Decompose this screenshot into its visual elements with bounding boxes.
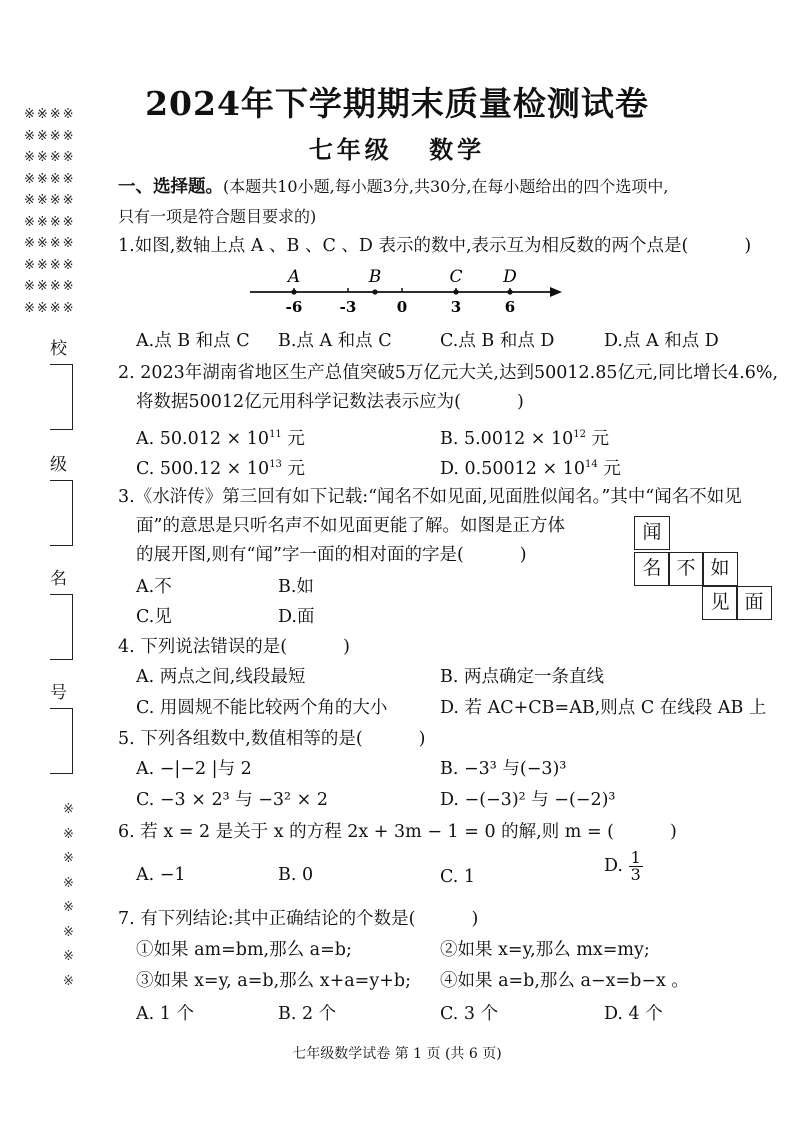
tick-label: 3 bbox=[450, 298, 462, 316]
q2-option-c[interactable] bbox=[136, 454, 305, 480]
star-row: ※※※※ bbox=[24, 150, 76, 165]
close-paren: ) bbox=[670, 822, 677, 842]
subject-label: 数学 bbox=[429, 135, 486, 164]
star-row: ※※※※ bbox=[24, 279, 76, 294]
star: ※ bbox=[63, 802, 74, 817]
tick-label: -3 bbox=[339, 298, 357, 316]
net-cell: 如 bbox=[702, 552, 738, 586]
school-field[interactable] bbox=[50, 364, 73, 430]
star-row: ※※※※ bbox=[24, 257, 76, 273]
name-field[interactable] bbox=[50, 594, 73, 660]
point-C bbox=[453, 289, 458, 294]
grade-label: 七年级 bbox=[308, 135, 393, 164]
point-label: A bbox=[287, 267, 301, 287]
close-paren: ) bbox=[471, 909, 479, 929]
question-3-stem-3 bbox=[136, 544, 527, 566]
q7-option-c[interactable]: C. 3 个 bbox=[440, 1004, 499, 1024]
q5-text: 5. 下列各组数中,数值相等的是( bbox=[118, 729, 363, 749]
star: ※ bbox=[63, 924, 74, 940]
number-line-arrow bbox=[550, 287, 562, 297]
star: ※ bbox=[63, 900, 74, 915]
q7-statement-4: ④如果 a=b,那么 a−x=b−x 。 bbox=[440, 971, 689, 991]
q7-statement-3: ③如果 x=y, a=b,那么 x+a=y+b; bbox=[136, 971, 411, 991]
section-note: (本题共10小题,每小题3分,共30分,在每小题给出的四个选项中, bbox=[223, 177, 669, 196]
close-paren: ) bbox=[519, 545, 527, 565]
exam-subtitle bbox=[0, 130, 794, 165]
q3-option-a[interactable]: A.不 bbox=[136, 577, 172, 597]
close-paren: ) bbox=[517, 392, 524, 412]
unit: 元 bbox=[287, 428, 305, 449]
section-header bbox=[118, 176, 669, 198]
page-footer: 七年级数学试卷 第 1 页 (共 6 页) bbox=[292, 1046, 502, 1062]
q1-option-a[interactable]: A.点 B 和点 C bbox=[136, 331, 250, 351]
option-text: B. 5.0012 × 10 bbox=[440, 428, 574, 449]
star-row: ※※※※ bbox=[24, 214, 76, 230]
star: ※ bbox=[63, 851, 74, 866]
q7-statement-2: ②如果 x=y,那么 mx=my; bbox=[440, 940, 650, 960]
school-label: 校 bbox=[50, 339, 67, 359]
question-2-stem-1: 2. 2023年湖南省地区生产总值突破5万亿元大关,达到50012.85亿元,同比增长4.6%, bbox=[118, 363, 779, 383]
point-label: C bbox=[449, 267, 463, 287]
q7-option-d[interactable]: D. 4 个 bbox=[604, 1004, 663, 1024]
fraction bbox=[629, 850, 643, 883]
q4-option-a[interactable]: A. 两点之间,线段最短 bbox=[136, 667, 306, 687]
question-5-stem bbox=[118, 728, 425, 750]
q5-option-c[interactable]: C. −3 × 2³ 与 −3² × 2 bbox=[136, 790, 328, 810]
unit: 元 bbox=[591, 428, 610, 449]
q2-option-b[interactable] bbox=[440, 424, 609, 450]
net-cell: 闻 bbox=[634, 516, 670, 550]
q1-option-c[interactable]: C.点 B 和点 D bbox=[440, 331, 555, 351]
q2-text: 将数据50012亿元用科学记数法表示应为( bbox=[136, 392, 461, 412]
star: ※ bbox=[63, 949, 74, 964]
q4-option-b[interactable]: B. 两点确定一条直线 bbox=[440, 667, 604, 687]
exponent: 13 bbox=[269, 459, 282, 470]
number-line bbox=[246, 264, 566, 320]
q6-option-b[interactable]: B. 0 bbox=[278, 865, 314, 885]
point-label: D bbox=[503, 267, 517, 287]
q3-text: 的展开图,则有“闻”字一面的相对面的字是( bbox=[136, 545, 464, 565]
question-7-stem bbox=[118, 908, 478, 930]
question-4-stem bbox=[118, 636, 350, 658]
q5-option-a[interactable]: A. −|−2 |与 2 bbox=[136, 759, 252, 779]
question-2-stem-2 bbox=[136, 391, 524, 413]
q6-option-d[interactable] bbox=[604, 850, 643, 883]
numerator: 1 bbox=[630, 848, 641, 867]
star-row: ※※※※ bbox=[24, 236, 76, 251]
star: ※ bbox=[63, 973, 74, 989]
close-paren: ) bbox=[343, 637, 350, 657]
number-field[interactable] bbox=[50, 708, 73, 774]
point-label: B bbox=[368, 267, 382, 287]
star: ※ bbox=[63, 826, 74, 842]
q5-option-d[interactable]: D. −(−3)² 与 −(−2)³ bbox=[440, 790, 616, 810]
q7-option-b[interactable]: B. 2 个 bbox=[278, 1004, 337, 1024]
net-cell: 面 bbox=[736, 586, 772, 620]
q6-option-a[interactable]: A. −1 bbox=[136, 865, 186, 885]
star-row: ※※※※ bbox=[24, 171, 76, 187]
star-row: ※※※※ bbox=[24, 107, 76, 122]
exponent: 11 bbox=[269, 429, 282, 440]
point-A bbox=[291, 289, 296, 294]
q6-option-c[interactable]: C. 1 bbox=[440, 867, 476, 887]
q1-text: 1.如图,数轴上点 A 、B 、C 、D 表示的数中,表示互为相反数的两个点是( bbox=[118, 236, 689, 256]
net-cell: 见 bbox=[702, 586, 738, 620]
tick-label: 0 bbox=[396, 298, 408, 316]
option-text: A. 50.012 × 10 bbox=[136, 428, 270, 449]
q1-option-d[interactable]: D.点 A 和点 D bbox=[604, 331, 719, 351]
q7-statement-1: ①如果 am=bm,那么 a=b; bbox=[136, 940, 352, 960]
star: ※ bbox=[63, 875, 74, 891]
net-cell: 名 bbox=[634, 552, 670, 586]
section-title: 一、选择题。 bbox=[118, 177, 223, 197]
exponent: 12 bbox=[573, 429, 587, 440]
q3-option-d[interactable]: D.面 bbox=[278, 607, 315, 627]
star-row: ※※※※ bbox=[24, 193, 76, 208]
q1-option-b[interactable]: B.点 A 和点 C bbox=[278, 331, 392, 351]
number-label: 号 bbox=[50, 683, 67, 703]
q2-option-d[interactable] bbox=[440, 454, 621, 480]
q7-text: 7. 有下列结论:其中正确结论的个数是( bbox=[118, 909, 416, 929]
section-note-2: 只有一项是符合题目要求的) bbox=[118, 207, 317, 226]
option-text: C. 500.12 × 10 bbox=[136, 458, 270, 479]
net-cell: 不 bbox=[668, 552, 704, 586]
q4-option-d[interactable]: D. 若 AC+CB=AB,则点 C 在线段 AB 上 bbox=[440, 698, 767, 718]
close-paren: ) bbox=[418, 729, 426, 749]
exponent: 14 bbox=[584, 459, 598, 470]
q6-text: 6. 若 x = 2 是关于 x 的方程 2x + 3m − 1 = 0 的解,则 m = ( bbox=[118, 822, 614, 842]
star-row: ※※※※ bbox=[24, 300, 76, 316]
close-paren: ) bbox=[744, 236, 752, 256]
exam-title: 2024年下学期期末质量检测试卷 bbox=[145, 84, 649, 123]
q4-text: 4. 下列说法错误的是( bbox=[118, 637, 288, 657]
name-label: 名 bbox=[50, 569, 67, 589]
q7-option-a[interactable]: A. 1 个 bbox=[136, 1004, 194, 1024]
binding-lower-stars bbox=[63, 798, 74, 994]
unit: 元 bbox=[287, 458, 305, 479]
question-6-stem bbox=[118, 821, 677, 843]
denominator: 3 bbox=[630, 865, 641, 884]
point-B bbox=[372, 289, 377, 294]
star-row: ※※※※ bbox=[24, 128, 76, 144]
question-1-stem bbox=[118, 235, 751, 257]
point-D bbox=[507, 289, 512, 294]
class-field[interactable] bbox=[50, 480, 73, 546]
option-text: D. 0.50012 × 10 bbox=[440, 458, 585, 479]
q5-option-b[interactable]: B. −3³ 与(−3)³ bbox=[440, 759, 567, 779]
unit: 元 bbox=[603, 458, 621, 479]
question-3-stem-1: 3.《水浒传》第三回有如下记载:“闻名不如见面,见面胜似闻名。”其中“闻名不如见 bbox=[118, 487, 742, 507]
q3-option-b[interactable]: B.如 bbox=[278, 577, 314, 597]
option-letter: D. bbox=[604, 856, 623, 876]
tick-label: 6 bbox=[504, 298, 516, 316]
class-label: 级 bbox=[50, 455, 67, 475]
tick-label: -6 bbox=[285, 298, 303, 316]
cube-net-figure bbox=[634, 516, 774, 622]
q3-option-c[interactable]: C.见 bbox=[136, 607, 172, 627]
question-3-stem-2: 面”的意思是只听名声不如见面更能了解。如图是正方体 bbox=[136, 516, 565, 536]
q4-option-c[interactable]: C. 用圆规不能比较两个角的大小 bbox=[136, 698, 388, 718]
q2-option-a[interactable] bbox=[136, 424, 305, 450]
